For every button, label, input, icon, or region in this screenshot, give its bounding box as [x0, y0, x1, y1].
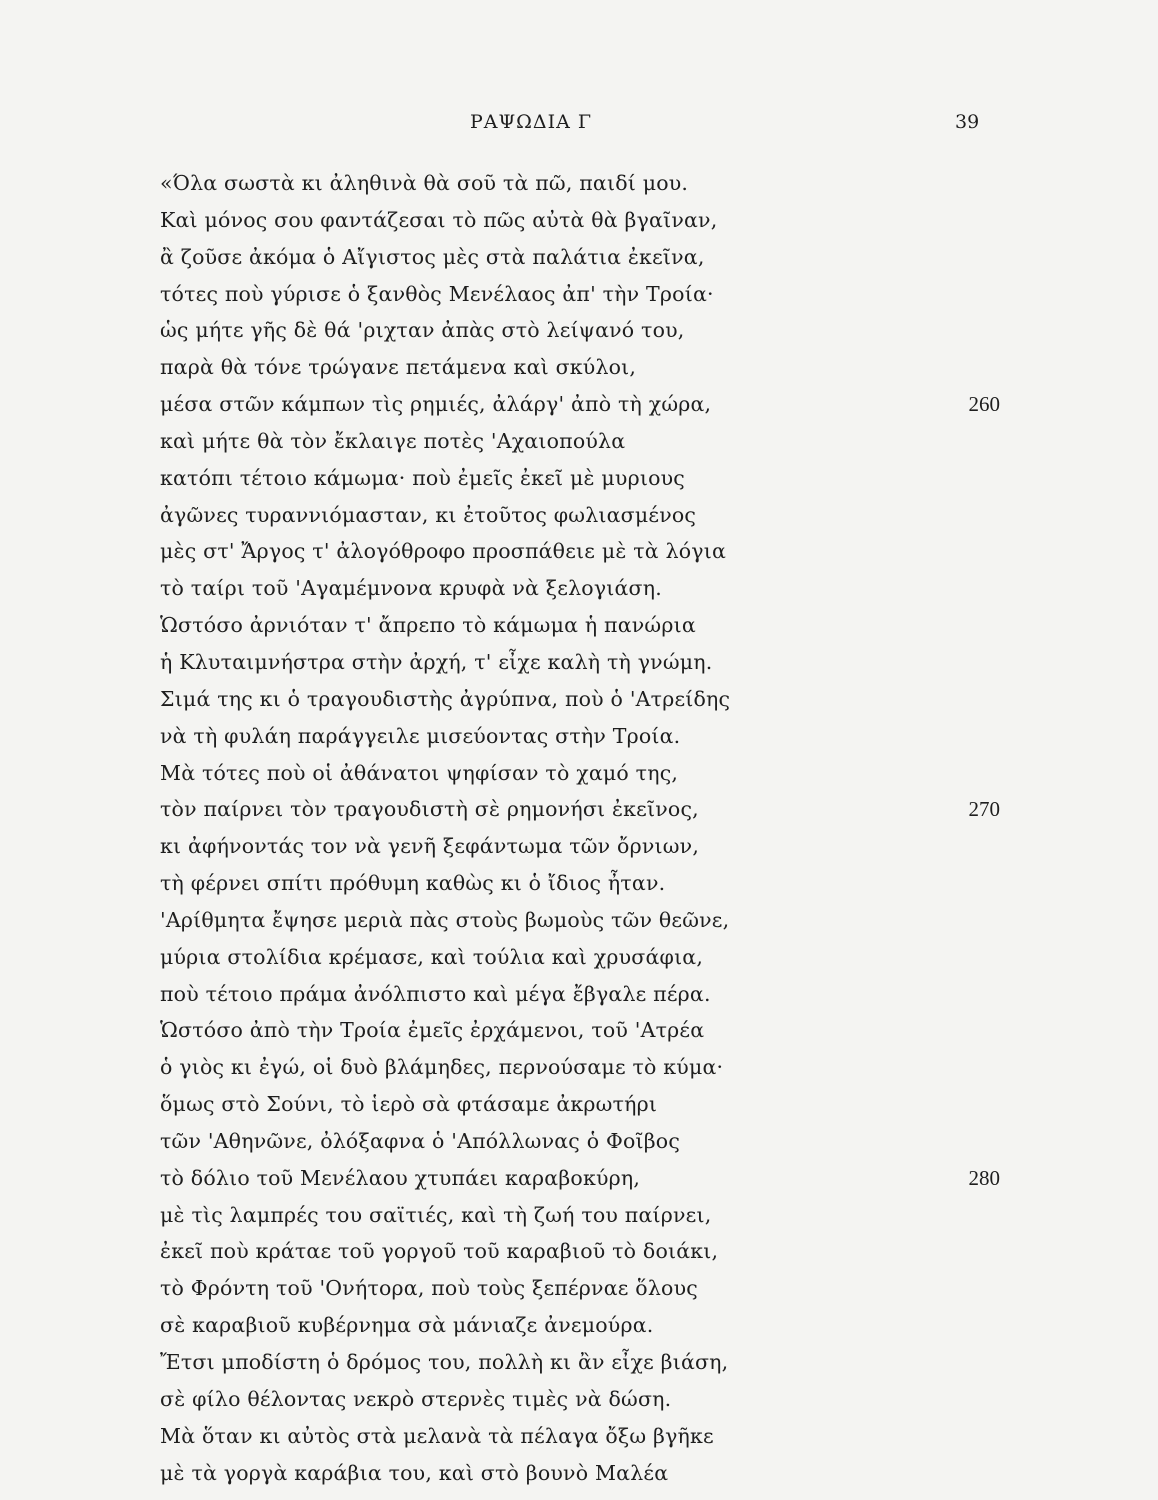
verse-line: [160, 570, 1000, 607]
verse-text: τὸ ταίρι τοῦ 'Αγαμέμνονα κρυφὰ νὰ ξελογιάση.: [160, 576, 662, 601]
verse-line: [160, 939, 1000, 976]
verse-text: τὸ δόλιο τοῦ Μενέλαου χτυπάει καραβοκύρη,: [160, 1165, 641, 1190]
verse-text: τὸν παίρνει τὸν τραγουδιστὴ σὲ ρημονήσι ἐκεῖνος,: [160, 797, 699, 822]
verse-line: [160, 828, 1000, 865]
verse-line: [160, 349, 1000, 386]
verse-line: [160, 1344, 1000, 1381]
verse-line: [160, 607, 1000, 644]
verse-line: [160, 1086, 1000, 1123]
verse-line: [160, 239, 1000, 276]
verse-text: τῶν 'Αθηνῶνε, ὀλόξαφνα ὁ 'Απόλλωνας ὁ Φοῖβος: [160, 1128, 681, 1153]
verse-text: Ἔτσι μποδίστη ὁ δρόμος του, πολλὴ κι ἂν εἶχε βιάση,: [160, 1350, 729, 1374]
verse-line: [160, 165, 1000, 202]
poem-text: [160, 165, 1000, 1485]
verse-line: [160, 681, 1000, 718]
verse-text: νὰ τὴ φυλάη παράγγειλε μισεύοντας στὴν Τροία.: [160, 723, 681, 748]
verse-text: μὲς στ' Ἄργος τ' ἀλογόθροφο προσπάθειε μὲ τὰ λόγια: [160, 539, 727, 564]
verse-text: τὸ Φρόντη τοῦ 'Ονήτορα, ποὺ τοὺς ξεπέρναε ὅλους: [160, 1276, 698, 1301]
verse-line: [160, 902, 1000, 939]
verse-text: Ὡστόσο ἀπὸ τὴν Τροία ἐμεῖς ἐρχάμενοι, τοῦ 'Ατρέα: [160, 1018, 705, 1043]
verse-line: [160, 755, 1000, 792]
verse-line: [160, 791, 1000, 828]
verse-line: [160, 1455, 1000, 1492]
verse-line: [160, 1049, 1000, 1086]
verse-text: μὲ τὰ γοργὰ καράβια του, καὶ στὸ βουνὸ Μαλέα: [160, 1460, 669, 1485]
verse-text: σὲ καραβιοῦ κυβέρνημα σὰ μάνιαζε ἀνεμούρα.: [160, 1313, 654, 1338]
line-number: 270: [968, 797, 1000, 822]
verse-line: [160, 1381, 1000, 1418]
verse-line: [160, 533, 1000, 570]
verse-text: ἀγῶνες τυραννιόμασταν, κι ἐτοῦτος φωλιασμένος: [160, 502, 697, 527]
verse-line: [160, 386, 1000, 423]
verse-text: ἡ Κλυταιμνήστρα στὴν ἀρχή, τ' εἶχε καλὴ τὴ γνώμη.: [160, 649, 713, 674]
verse-line: [160, 1160, 1000, 1197]
verse-text: 'Αρίθμητα ἔψησε μεριὰ πὰς στοὺς βωμοὺς τῶν θεῶνε,: [160, 907, 730, 932]
verse-text: σὲ φίλο θέλοντας νεκρὸ στερνὲς τιμὲς νὰ δώση.: [160, 1386, 672, 1411]
verse-text: «Όλα σωστὰ κι ἀληθινὰ θὰ σοῦ τὰ πῶ, παιδί μου.: [160, 171, 689, 195]
verse-line: [160, 1123, 1000, 1160]
verse-line: [160, 460, 1000, 497]
verse-text: Σιμά της κι ὁ τραγουδιστὴς ἀγρύπνα, ποὺ ὁ 'Ατρείδης: [160, 686, 731, 711]
verse-text: κι ἀφήνοντάς τον νὰ γενῆ ξεφάντωμα τῶν ὄρνιων,: [160, 834, 700, 859]
verse-text: Μὰ τότες ποὺ οἱ ἀθάνατοι ψηφίσαν τὸ χαμό της,: [160, 760, 679, 785]
running-head: [0, 111, 1158, 141]
verse-line: [160, 976, 1000, 1013]
verse-line: [160, 276, 1000, 313]
verse-text: μὲ τὶς λαμπρές του σαϊτιές, καὶ τὴ ζωή του παίρνει,: [160, 1202, 712, 1227]
verse-line: [160, 423, 1000, 460]
verse-text: ὅμως στὸ Σούνι, τὸ ἱερὸ σὰ φτάσαμε ἀκρωτήρι: [160, 1092, 658, 1117]
verse-line: [160, 1307, 1000, 1344]
verse-text: μύρια στολίδια κρέμασε, καὶ τούλια καὶ χρυσάφια,: [160, 944, 704, 969]
verse-text: ποὺ τέτοιο πράμα ἀνόλπιστο καὶ μέγα ἔβγαλε πέρα.: [160, 981, 711, 1006]
verse-line: [160, 718, 1000, 755]
verse-line: [160, 312, 1000, 349]
verse-text: ὡς μήτε γῆς δὲ θά 'ριχταν ἀπὰς στὸ λείψανό του,: [160, 318, 685, 343]
page-number: 39: [955, 111, 980, 133]
verse-text: μέσα στῶν κάμπων τὶς ρημιές, ἀλάργ' ἀπὸ τὴ χώρα,: [160, 392, 712, 417]
verse-text: ἐκεῖ ποὺ κράταε τοῦ γοργοῦ τοῦ καραβιοῦ τὸ δοιάκι,: [160, 1239, 719, 1264]
verse-line: [160, 497, 1000, 534]
verse-text: Μὰ ὅταν κι αὐτὸς στὰ μελανὰ τὰ πέλαγα ὄξω βγῆκε: [160, 1423, 714, 1448]
verse-line: [160, 1197, 1000, 1234]
chapter-title: ΡΑΨΩΔΙΑ Γ: [470, 111, 593, 133]
verse-text: καὶ μήτε θὰ τὸν ἔκλαιγε ποτὲς 'Αχαιοπούλα: [160, 428, 626, 453]
verse-line: [160, 1012, 1000, 1049]
line-number: 280: [968, 1165, 1000, 1190]
verse-text: ὁ γιὸς κι ἐγώ, οἱ δυὸ βλάμηδες, περνούσαμε τὸ κύμα·: [160, 1055, 724, 1080]
verse-line: [160, 865, 1000, 902]
verse-text: Καὶ μόνος σου φαντάζεσαι τὸ πῶς αὐτὰ θὰ βγαῖναν,: [160, 207, 718, 232]
verse-text: τότες ποὺ γύρισε ὁ ξανθὸς Μενέλαος ἀπ' τὴν Τροία·: [160, 281, 714, 306]
verse-line: [160, 644, 1000, 681]
verse-text: ἂ ζοῦσε ἀκόμα ὁ Αἴγιστος μὲς στὰ παλάτια ἐκεῖνα,: [160, 244, 705, 269]
line-number: 260: [968, 392, 1000, 417]
verse-line: [160, 1418, 1000, 1455]
verse-line: [160, 202, 1000, 239]
verse-line: [160, 1270, 1000, 1307]
verse-line: [160, 1233, 1000, 1270]
verse-text: Ὡστόσο ἀρνιόταν τ' ἄπρεπο τὸ κάμωμα ἡ πανώρια: [160, 613, 696, 638]
verse-text: παρὰ θὰ τόνε τρώγανε πετάμενα καὶ σκύλοι,: [160, 355, 637, 380]
verse-text: κατόπι τέτοιο κάμωμα· ποὺ ἐμεῖς ἐκεῖ μὲ μυριους: [160, 465, 685, 490]
verse-text: τὴ φέρνει σπίτι πρόθυμη καθὼς κι ὁ ἴδιος ἦταν.: [160, 871, 666, 896]
